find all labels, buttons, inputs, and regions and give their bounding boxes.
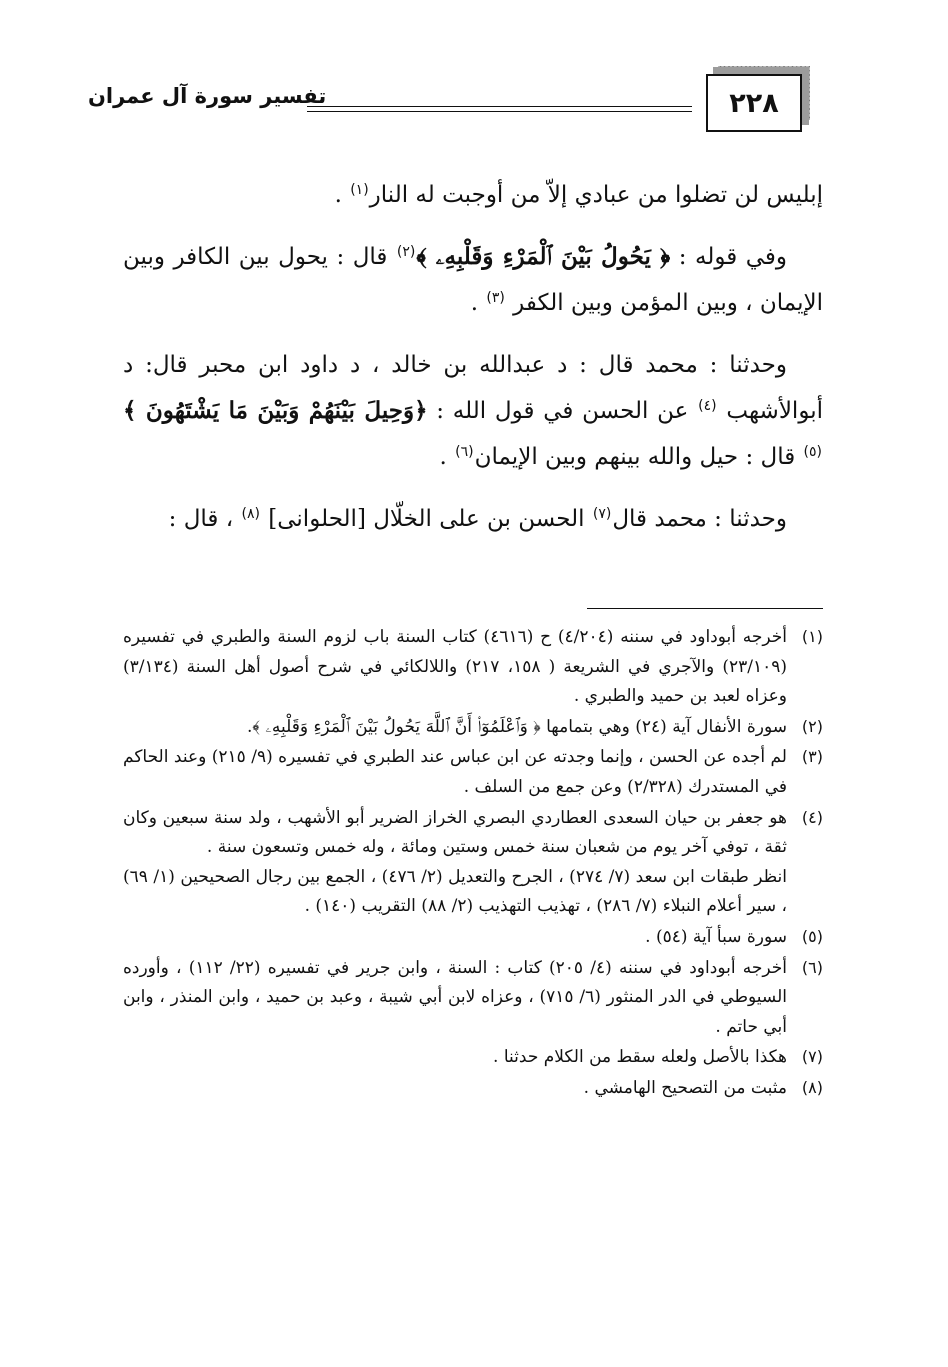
footnotes bbox=[123, 622, 823, 1104]
text-run: إبليس لن تضلوا من عبادي إلاّ من أوجبت له النار bbox=[369, 182, 823, 208]
quran-quote: ﴿وَحِيلَ بَيْنَهُمْ وَبَيْنَ مَا يَشْتَهُونَ ﴾ bbox=[123, 397, 428, 424]
footnote-number: (٥) bbox=[801, 926, 823, 946]
footnote-text: أخرجه أبوداود في سننه (٤/٢٠٤) ح (٤٦١٦) كتاب السنة باب لزوم السنة والطبري في تفسيره (٢٣/١٠٩) والآجري في الشريعة ( ١٥٨، ٢١٧) واللالكائي في شرح أصول أهل السنة (٣/١٣٤) وعزاه لعبد بن حميد والطبري . bbox=[123, 627, 788, 707]
footnote-number: (٣) bbox=[801, 747, 823, 767]
footnote-text: مثبت من التصحيح الهامشي . bbox=[583, 1077, 787, 1098]
footnote-text: أخرجه أبوداود في سننه (٤/ ٢٠٥) كتاب : السنة ، وابن جرير في تفسيره (٢٢/ ١١٢) ، وأورده السيوطي في الدر المنثور (٦/ ٧١٥) ، وعزاه لابن أبي شيبة ، وعبد بن حميد ، وابن المنذر ، وابن أبي حاتم . bbox=[123, 957, 787, 1037]
footnote-text: هو جعفر بن حيان السعدى العطاردي البصري الخراز الضرير أبو الأشهب ، ولد سنة سبعين وكان ثقة ، توفي آخر يوم من شعبان سنة خمس وستين ومائة ، وله خمس وتسعون سنة . bbox=[123, 807, 787, 858]
footnote-number: (٧) bbox=[801, 1047, 823, 1067]
text-run: قال : يحول بين الكافر وبين الإيمان ، وبين المؤمن وبين الكفر bbox=[123, 244, 823, 316]
footnote-text: سورة سبأ آية (٥٤) . bbox=[645, 926, 787, 947]
footnote-number: (٢) bbox=[801, 716, 823, 736]
footnote-text: هكذا بالأصل ولعله سقط من الكلام حدثنا . bbox=[493, 1047, 787, 1068]
footnote-6 bbox=[123, 953, 823, 1043]
text-run: وحدثنا : محمد قال : د عبدالله بن خالد ، د داود ابن محبر قال: د أبوالأشهب bbox=[123, 352, 823, 424]
footnote-5 bbox=[123, 922, 823, 953]
footnote-number: (٦) bbox=[801, 957, 823, 977]
text-run: . bbox=[334, 182, 350, 208]
footnote-ref: (٤) bbox=[698, 398, 717, 414]
footnote-1 bbox=[123, 622, 823, 712]
footnote-ref: (١) bbox=[350, 182, 369, 198]
running-header bbox=[80, 62, 820, 132]
footnote-number: (٤) bbox=[801, 807, 823, 827]
main-text bbox=[123, 172, 823, 558]
footnote-ref: (٨) bbox=[241, 506, 260, 522]
footnote-ref: (٢) bbox=[396, 244, 416, 260]
footnote-number: (٨) bbox=[801, 1077, 823, 1097]
paragraph-3 bbox=[123, 342, 823, 480]
text-run: . bbox=[470, 290, 486, 316]
footnote-3 bbox=[123, 742, 823, 802]
paragraph-4 bbox=[123, 496, 823, 542]
page-number: ٢٢٨ bbox=[729, 87, 779, 119]
footnote-ref: (٥) bbox=[803, 444, 822, 460]
footnote-ref: (٦) bbox=[455, 444, 474, 460]
footnote-ref: (٧) bbox=[592, 506, 612, 522]
footnote-4 bbox=[123, 803, 823, 863]
text-run: ، قال : bbox=[168, 506, 241, 532]
quran-quote: ﴿ يَحُولُ بَيْنَ ٱلْمَرْءِ وَقَلْبِهِۦ ﴾ bbox=[416, 243, 671, 270]
header-rule bbox=[307, 106, 692, 112]
footnote-number: (١) bbox=[801, 627, 823, 646]
paragraph-2 bbox=[123, 234, 823, 326]
footnote-text: لم أجده عن الحسن ، وإنما وجدته عن ابن عباس عند الطبري في تفسيره (٩/ ٢١٥) وعند الحاكم في المستدرك (٢/٣٢٨) وعن جمع من السلف . bbox=[123, 747, 787, 797]
footnote-2 bbox=[123, 712, 823, 743]
footnote-ref: (٣) bbox=[486, 290, 505, 306]
text-run: . bbox=[439, 444, 455, 470]
header-title: تفسير سورة آل عمران bbox=[88, 84, 327, 108]
text-run: وحدثنا : محمد قال bbox=[612, 506, 787, 532]
paragraph-1 bbox=[123, 172, 823, 218]
text-run: عن الحسن في قول الله : bbox=[427, 398, 698, 424]
text-run: الحسن بن على الخلّال [الحلوانى] bbox=[260, 506, 592, 532]
footnote-4-sources: انظر طبقات ابن سعد (٧/ ٢٧٤) ، الجرح والتعديل (٢/ ٤٧٦) ، الجمع بين رجال الصحيحين (١/ ٦٩) ، سير أعلام النبلاء (٧/ ٢٨٦) ، تهذيب التهذيب (٢/ ٨٨) التقريب (١٤٠) . bbox=[123, 866, 787, 917]
text-run: قال : حيل والله بينهم وبين الإيمان bbox=[474, 444, 803, 470]
footnote-8 bbox=[123, 1073, 823, 1104]
page-number-box bbox=[706, 74, 802, 132]
footnote-separator bbox=[587, 608, 823, 609]
footnote-7 bbox=[123, 1042, 823, 1073]
footnote-text: سورة الأنفال آية (٢٤) وهي بتمامها ﴿ وَٱعْلَمُوٓا۟ أَنَّ ٱللَّهَ يَحُولُ بَيْنَ ٱلْمَرْءِ وَقَلْبِهِۦ ﴾. bbox=[247, 716, 787, 737]
text-run: وفي قوله : bbox=[670, 244, 787, 270]
